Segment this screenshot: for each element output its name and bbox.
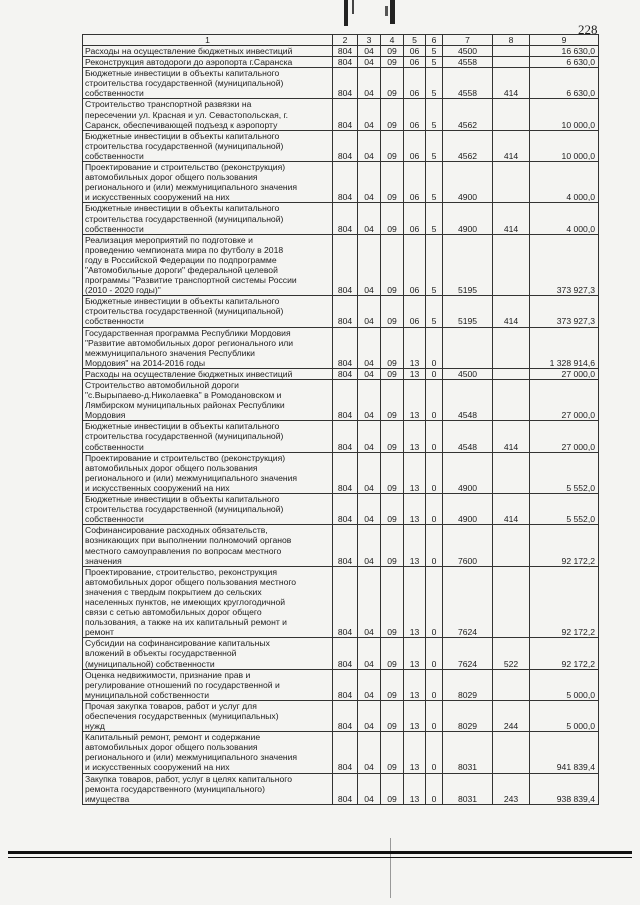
header-cell: 5 xyxy=(404,35,426,46)
row-code-cell-c3: 04 xyxy=(358,327,381,368)
row-code-cell-c7: 7600 xyxy=(443,525,493,566)
row-code-cell-c4: 09 xyxy=(381,421,404,452)
row-code-cell-c3: 04 xyxy=(358,638,381,669)
row-code-cell-c7: 4562 xyxy=(443,130,493,161)
table-row xyxy=(83,46,599,57)
row-code-cell-c2: 804 xyxy=(333,638,358,669)
row-name-cell: Капитальный ремонт, ремонт и содержание автомобильных дорог общего пользования регионального и (или) межмуниципального значения и искусственных сооружений на них xyxy=(83,732,333,773)
row-code-cell-c6: 5 xyxy=(426,57,443,68)
row-code-cell-c4: 09 xyxy=(381,566,404,638)
row-code-cell-c6: 0 xyxy=(426,327,443,368)
row-code-cell-c4: 09 xyxy=(381,130,404,161)
row-code-cell-c8 xyxy=(493,452,530,493)
table-row xyxy=(83,68,599,99)
row-code-cell-c5: 06 xyxy=(404,99,426,130)
row-code-cell-c8 xyxy=(493,162,530,203)
table-row xyxy=(83,130,599,161)
row-code-cell-c2: 804 xyxy=(333,566,358,638)
row-code-cell-c9: 6 630,0 xyxy=(530,68,599,99)
row-name-cell: Прочая закупка товаров, работ и услуг для обеспечения государственных (муниципальных) нужд xyxy=(83,700,333,731)
row-code-cell-c7: 4558 xyxy=(443,57,493,68)
row-code-cell-c3: 04 xyxy=(358,494,381,525)
row-code-cell-c4: 09 xyxy=(381,452,404,493)
row-code-cell-c3: 04 xyxy=(358,368,381,379)
row-code-cell-c9: 1 328 914,6 xyxy=(530,327,599,368)
table-row xyxy=(83,452,599,493)
header-cell: 8 xyxy=(493,35,530,46)
row-code-cell-c2: 804 xyxy=(333,525,358,566)
row-code-cell-c2: 804 xyxy=(333,773,358,804)
row-name-cell: Бюджетные инвестиции в объекты капитального строительства государственной (муниципальной) собственности xyxy=(83,296,333,327)
row-code-cell-c6: 0 xyxy=(426,452,443,493)
table-row xyxy=(83,566,599,638)
row-code-cell-c2: 804 xyxy=(333,46,358,57)
row-code-cell-c7: 8031 xyxy=(443,773,493,804)
row-code-cell-c2: 804 xyxy=(333,494,358,525)
table-row xyxy=(83,773,599,804)
row-code-cell-c9: 941 839,4 xyxy=(530,732,599,773)
row-name-cell: Реализация мероприятий по подготовке и проведению чемпионата мира по футболу в 2018 году в Российской Федерации по подпрограмме "Автомобильные дороги" федеральной целевой программы "Развитие транспортной системы России (2010 - 2020 годы)" xyxy=(83,234,333,296)
row-code-cell-c8 xyxy=(493,732,530,773)
budget-table-container xyxy=(82,34,598,805)
row-name-cell: Проектирование и строительство (реконструкция) автомобильных дорог общего пользования регионального и (или) межмуниципального значения и искусственных сооружений на них xyxy=(83,162,333,203)
row-code-cell-c5: 06 xyxy=(404,234,426,296)
row-code-cell-c5: 13 xyxy=(404,380,426,421)
table-row xyxy=(83,380,599,421)
row-code-cell-c5: 13 xyxy=(404,566,426,638)
row-code-cell-c4: 09 xyxy=(381,46,404,57)
row-code-cell-c7: 4500 xyxy=(443,46,493,57)
row-code-cell-c8: 414 xyxy=(493,68,530,99)
row-name-cell: Проектирование, строительство, реконструкция автомобильных дорог общего пользования местного значения с твердым покрытием до сельских населенных пунктов, не имеющих круглогодичной связи с сетью автомобильных дорог общего пользования, а также на их капитальный ремонт и ремонт xyxy=(83,566,333,638)
row-code-cell-c2: 804 xyxy=(333,368,358,379)
row-code-cell-c4: 09 xyxy=(381,162,404,203)
row-code-cell-c7: 4548 xyxy=(443,380,493,421)
row-code-cell-c2: 804 xyxy=(333,68,358,99)
row-name-cell: Бюджетные инвестиции в объекты капитального строительства государственной (муниципальной) собственности xyxy=(83,494,333,525)
row-code-cell-c5: 13 xyxy=(404,494,426,525)
row-code-cell-c9: 6 630,0 xyxy=(530,57,599,68)
row-code-cell-c9: 92 172,2 xyxy=(530,566,599,638)
row-code-cell-c4: 09 xyxy=(381,638,404,669)
row-code-cell-c8: 414 xyxy=(493,203,530,234)
table-row xyxy=(83,638,599,669)
row-name-cell: Бюджетные инвестиции в объекты капитального строительства государственной (муниципальной) собственности xyxy=(83,203,333,234)
row-code-cell-c9: 373 927,3 xyxy=(530,296,599,327)
row-code-cell-c5: 06 xyxy=(404,57,426,68)
row-name-cell: Строительство транспортной развязки на пересечении ул. Красная и ул. Севастопольская, г. Саранск, обеспечивающей подъезд к аэропорту xyxy=(83,99,333,130)
row-code-cell-c4: 09 xyxy=(381,234,404,296)
row-code-cell-c5: 06 xyxy=(404,296,426,327)
row-code-cell-c5: 13 xyxy=(404,368,426,379)
row-code-cell-c6: 0 xyxy=(426,669,443,700)
row-code-cell-c3: 04 xyxy=(358,700,381,731)
row-code-cell-c9: 5 000,0 xyxy=(530,669,599,700)
scan-mark xyxy=(390,838,391,898)
row-code-cell-c9: 92 172,2 xyxy=(530,638,599,669)
row-code-cell-c4: 09 xyxy=(381,57,404,68)
table-row xyxy=(83,368,599,379)
row-code-cell-c5: 13 xyxy=(404,732,426,773)
row-code-cell-c6: 5 xyxy=(426,130,443,161)
table-row xyxy=(83,525,599,566)
header-cell: 1 xyxy=(83,35,333,46)
row-name-cell: Оценка недвижимости, признание прав и регулирование отношений по государственной и муниципальной собственности xyxy=(83,669,333,700)
table-row xyxy=(83,732,599,773)
row-code-cell-c6: 5 xyxy=(426,203,443,234)
row-code-cell-c3: 04 xyxy=(358,162,381,203)
row-code-cell-c6: 5 xyxy=(426,68,443,99)
row-code-cell-c9: 5 552,0 xyxy=(530,452,599,493)
row-code-cell-c3: 04 xyxy=(358,99,381,130)
row-code-cell-c2: 804 xyxy=(333,296,358,327)
row-code-cell-c3: 04 xyxy=(358,566,381,638)
table-row xyxy=(83,296,599,327)
row-name-cell: Расходы на осуществление бюджетных инвестиций xyxy=(83,368,333,379)
row-code-cell-c3: 04 xyxy=(358,57,381,68)
header-cell: 2 xyxy=(333,35,358,46)
row-code-cell-c9: 10 000,0 xyxy=(530,99,599,130)
row-code-cell-c9: 92 172,2 xyxy=(530,525,599,566)
row-code-cell-c5: 06 xyxy=(404,68,426,99)
row-code-cell-c5: 13 xyxy=(404,452,426,493)
row-code-cell-c3: 04 xyxy=(358,130,381,161)
row-code-cell-c6: 0 xyxy=(426,525,443,566)
table-row xyxy=(83,421,599,452)
bottom-rule-thin xyxy=(8,857,632,858)
row-code-cell-c3: 04 xyxy=(358,525,381,566)
row-code-cell-c3: 04 xyxy=(358,380,381,421)
row-code-cell-c8 xyxy=(493,669,530,700)
row-code-cell-c8 xyxy=(493,368,530,379)
row-code-cell-c4: 09 xyxy=(381,203,404,234)
table-row xyxy=(83,494,599,525)
row-code-cell-c8: 244 xyxy=(493,700,530,731)
row-code-cell-c5: 13 xyxy=(404,421,426,452)
row-code-cell-c6: 0 xyxy=(426,700,443,731)
row-name-cell: Государственная программа Республики Мордовия "Развитие автомобильных дорог регионального или межмуниципального значения Республики Мордовия" на 2014-2016 годы xyxy=(83,327,333,368)
table-row xyxy=(83,327,599,368)
row-code-cell-c9: 27 000,0 xyxy=(530,380,599,421)
row-code-cell-c4: 09 xyxy=(381,68,404,99)
row-code-cell-c8 xyxy=(493,57,530,68)
table-row xyxy=(83,162,599,203)
row-name-cell: Закупка товаров, работ, услуг в целях капитального ремонта государственного (муниципального) имущества xyxy=(83,773,333,804)
row-code-cell-c3: 04 xyxy=(358,203,381,234)
table-row xyxy=(83,234,599,296)
row-code-cell-c4: 09 xyxy=(381,773,404,804)
row-code-cell-c8 xyxy=(493,380,530,421)
row-code-cell-c2: 804 xyxy=(333,327,358,368)
row-code-cell-c7 xyxy=(443,327,493,368)
row-code-cell-c4: 09 xyxy=(381,700,404,731)
row-code-cell-c3: 04 xyxy=(358,773,381,804)
row-code-cell-c9: 16 630,0 xyxy=(530,46,599,57)
row-code-cell-c3: 04 xyxy=(358,732,381,773)
row-code-cell-c6: 0 xyxy=(426,494,443,525)
row-code-cell-c8: 522 xyxy=(493,638,530,669)
row-code-cell-c6: 0 xyxy=(426,638,443,669)
row-code-cell-c2: 804 xyxy=(333,57,358,68)
row-code-cell-c7: 4900 xyxy=(443,162,493,203)
row-code-cell-c8 xyxy=(493,99,530,130)
row-code-cell-c6: 0 xyxy=(426,566,443,638)
row-code-cell-c7: 4562 xyxy=(443,99,493,130)
row-code-cell-c9: 27 000,0 xyxy=(530,421,599,452)
table-header-row xyxy=(83,35,599,46)
row-code-cell-c2: 804 xyxy=(333,99,358,130)
row-code-cell-c7: 4900 xyxy=(443,203,493,234)
row-name-cell: Строительство автомобильной дороги "с.Вырыпаево-д.Николаевка" в Ромодановском и Лямбирском муниципальных районах Республики Мордовия xyxy=(83,380,333,421)
row-code-cell-c7: 7624 xyxy=(443,638,493,669)
row-code-cell-c8: 243 xyxy=(493,773,530,804)
table-body xyxy=(83,46,599,805)
row-code-cell-c6: 5 xyxy=(426,99,443,130)
row-code-cell-c4: 09 xyxy=(381,368,404,379)
row-code-cell-c7: 8029 xyxy=(443,700,493,731)
row-code-cell-c6: 5 xyxy=(426,296,443,327)
row-code-cell-c6: 0 xyxy=(426,368,443,379)
header-cell: 6 xyxy=(426,35,443,46)
bottom-rule xyxy=(8,851,632,854)
row-code-cell-c2: 804 xyxy=(333,380,358,421)
row-code-cell-c7: 5195 xyxy=(443,234,493,296)
row-code-cell-c8: 414 xyxy=(493,296,530,327)
row-code-cell-c5: 13 xyxy=(404,700,426,731)
row-name-cell: Субсидии на софинансирование капитальных вложений в объекты государственной (муниципальной) собственности xyxy=(83,638,333,669)
row-code-cell-c7: 4548 xyxy=(443,421,493,452)
binding-mark xyxy=(340,0,400,28)
row-code-cell-c2: 804 xyxy=(333,732,358,773)
row-code-cell-c2: 804 xyxy=(333,162,358,203)
row-code-cell-c4: 09 xyxy=(381,99,404,130)
row-code-cell-c4: 09 xyxy=(381,494,404,525)
row-name-cell: Реконструкция автодороги до аэропорта г.Саранска xyxy=(83,57,333,68)
row-code-cell-c6: 0 xyxy=(426,773,443,804)
table-row xyxy=(83,669,599,700)
row-code-cell-c9: 27 000,0 xyxy=(530,368,599,379)
row-code-cell-c5: 06 xyxy=(404,130,426,161)
row-code-cell-c8 xyxy=(493,234,530,296)
row-code-cell-c2: 804 xyxy=(333,452,358,493)
row-code-cell-c9: 938 839,4 xyxy=(530,773,599,804)
row-code-cell-c7: 4900 xyxy=(443,494,493,525)
table-row xyxy=(83,57,599,68)
row-code-cell-c2: 804 xyxy=(333,669,358,700)
row-code-cell-c5: 13 xyxy=(404,327,426,368)
row-code-cell-c3: 04 xyxy=(358,68,381,99)
row-code-cell-c9: 4 000,0 xyxy=(530,162,599,203)
row-code-cell-c7: 4500 xyxy=(443,368,493,379)
row-code-cell-c9: 5 552,0 xyxy=(530,494,599,525)
row-code-cell-c5: 06 xyxy=(404,46,426,57)
row-code-cell-c5: 06 xyxy=(404,162,426,203)
row-code-cell-c8: 414 xyxy=(493,130,530,161)
row-code-cell-c2: 804 xyxy=(333,421,358,452)
row-code-cell-c4: 09 xyxy=(381,296,404,327)
row-name-cell: Проектирование и строительство (реконструкция) автомобильных дорог общего пользования регионального и (или) межмуниципального значения и искусственных сооружений на них xyxy=(83,452,333,493)
budget-table xyxy=(82,34,599,805)
row-name-cell: Бюджетные инвестиции в объекты капитального строительства государственной (муниципальной) собственности xyxy=(83,421,333,452)
row-code-cell-c8: 414 xyxy=(493,494,530,525)
row-code-cell-c3: 04 xyxy=(358,46,381,57)
row-code-cell-c8: 414 xyxy=(493,421,530,452)
row-code-cell-c6: 5 xyxy=(426,162,443,203)
row-code-cell-c9: 4 000,0 xyxy=(530,203,599,234)
header-cell: 4 xyxy=(381,35,404,46)
row-code-cell-c2: 804 xyxy=(333,234,358,296)
row-code-cell-c7: 8029 xyxy=(443,669,493,700)
row-code-cell-c3: 04 xyxy=(358,296,381,327)
row-code-cell-c8 xyxy=(493,525,530,566)
row-code-cell-c4: 09 xyxy=(381,669,404,700)
row-name-cell: Расходы на осуществление бюджетных инвестиций xyxy=(83,46,333,57)
row-code-cell-c2: 804 xyxy=(333,700,358,731)
header-cell: 9 xyxy=(530,35,599,46)
row-code-cell-c6: 5 xyxy=(426,46,443,57)
row-code-cell-c8 xyxy=(493,46,530,57)
row-code-cell-c3: 04 xyxy=(358,669,381,700)
row-code-cell-c9: 10 000,0 xyxy=(530,130,599,161)
row-code-cell-c3: 04 xyxy=(358,421,381,452)
row-code-cell-c5: 13 xyxy=(404,638,426,669)
row-code-cell-c5: 13 xyxy=(404,525,426,566)
row-code-cell-c7: 7624 xyxy=(443,566,493,638)
row-code-cell-c6: 0 xyxy=(426,732,443,773)
row-code-cell-c3: 04 xyxy=(358,234,381,296)
table-row xyxy=(83,700,599,731)
row-code-cell-c5: 06 xyxy=(404,203,426,234)
header-cell: 7 xyxy=(443,35,493,46)
row-name-cell: Бюджетные инвестиции в объекты капитального строительства государственной (муниципальной) собственности xyxy=(83,130,333,161)
row-code-cell-c6: 0 xyxy=(426,421,443,452)
row-code-cell-c4: 09 xyxy=(381,732,404,773)
row-code-cell-c4: 09 xyxy=(381,327,404,368)
row-name-cell: Софинансирование расходных обязательств, возникающих при выполнении полномочий органов местного самоуправления по вопросам местного значения xyxy=(83,525,333,566)
page-number: 228 xyxy=(578,22,598,37)
row-code-cell-c7: 5195 xyxy=(443,296,493,327)
row-name-cell: Бюджетные инвестиции в объекты капитального строительства государственной (муниципальной) собственности xyxy=(83,68,333,99)
row-code-cell-c2: 804 xyxy=(333,130,358,161)
header-cell: 3 xyxy=(358,35,381,46)
row-code-cell-c4: 09 xyxy=(381,525,404,566)
row-code-cell-c8 xyxy=(493,327,530,368)
row-code-cell-c6: 5 xyxy=(426,234,443,296)
table-row xyxy=(83,203,599,234)
row-code-cell-c7: 8031 xyxy=(443,732,493,773)
row-code-cell-c3: 04 xyxy=(358,452,381,493)
row-code-cell-c6: 0 xyxy=(426,380,443,421)
row-code-cell-c5: 13 xyxy=(404,669,426,700)
row-code-cell-c9: 5 000,0 xyxy=(530,700,599,731)
row-code-cell-c9: 373 927,3 xyxy=(530,234,599,296)
row-code-cell-c8 xyxy=(493,566,530,638)
row-code-cell-c5: 13 xyxy=(404,773,426,804)
table-row xyxy=(83,99,599,130)
row-code-cell-c2: 804 xyxy=(333,203,358,234)
row-code-cell-c7: 4900 xyxy=(443,452,493,493)
row-code-cell-c4: 09 xyxy=(381,380,404,421)
row-code-cell-c7: 4558 xyxy=(443,68,493,99)
